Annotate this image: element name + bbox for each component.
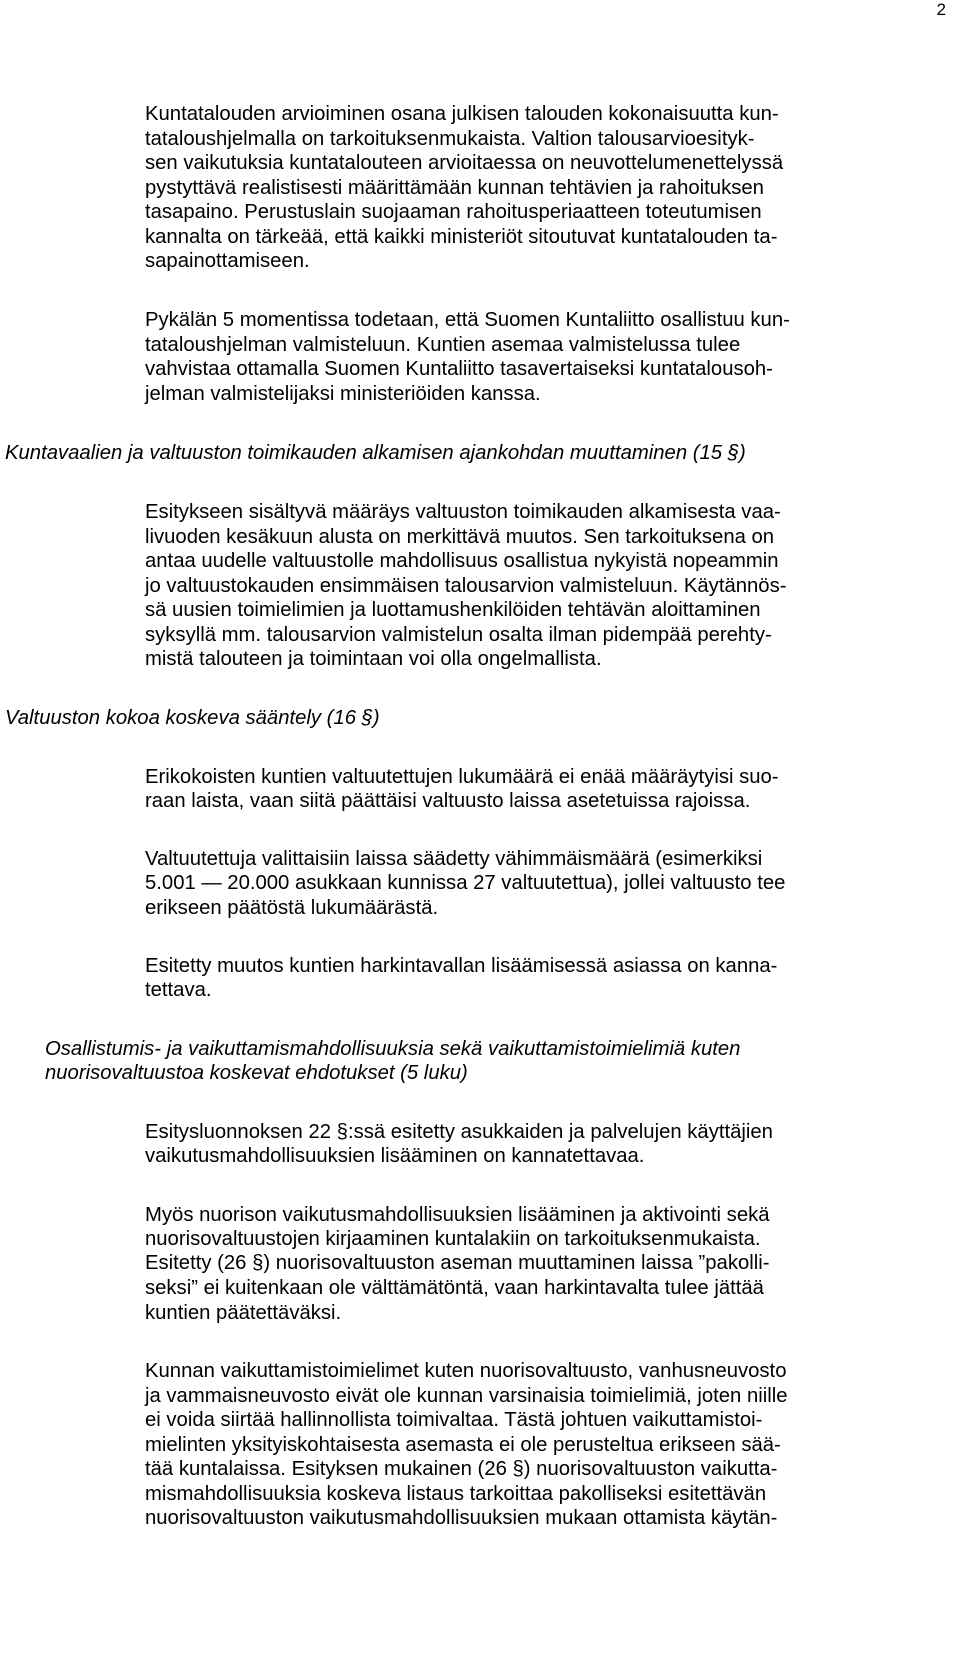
paragraph-line: tataloushjelman valmisteluun. Kuntien asemaa valmistelussa tulee: [145, 334, 741, 356]
paragraph-line: 5.001 — 20.000 asukkaan kunnissa 27 valtuutettua), jollei valtuusto tee: [145, 872, 786, 894]
paragraph-line: Erikokoisten kuntien valtuutettujen lukumäärä ei enää määräytyisi suo-: [145, 766, 779, 788]
paragraph-line: Esitetty muutos kuntien harkintavallan lisäämisessä asiassa on kanna-: [145, 955, 778, 977]
paragraph-line: mistä talouteen ja toimintaan voi olla ongelmallista.: [145, 648, 602, 670]
paragraph-line: Esitysluonnoksen 22 §:ssä esitetty asukkaiden ja palvelujen käyttäjien: [145, 1121, 773, 1143]
paragraph-line: erikseen päätöstä lukumäärästä.: [145, 897, 439, 919]
paragraph-line: jo valtuustokauden ensimmäisen talousarvion valmisteluun. Käytännös-: [145, 575, 787, 597]
section-heading-line: Valtuuston kokoa koskeva sääntely (16 §): [5, 707, 380, 729]
paragraph-line: Kunnan vaikuttamistoimielimet kuten nuorisovaltuusto, vanhusneuvosto: [145, 1360, 787, 1382]
paragraph-line: Myös nuorison vaikutusmahdollisuuksien lisääminen ja aktivointi sekä: [145, 1204, 770, 1226]
paragraph-line: Valtuutettuja valittaisiin laissa säädetty vähimmäismäärä (esimerkiksi: [145, 848, 763, 870]
paragraph-line: sä uusien toimielimien ja luottamushenkilöiden tehtävän aloittaminen: [145, 599, 761, 621]
page-number: 2: [936, 0, 946, 19]
paragraph-line: tasapaino. Perustuslain suojaaman rahoitusperiaatteen toteutumisen: [145, 201, 762, 223]
paragraph-line: Pykälän 5 momentissa todetaan, että Suomen Kuntaliitto osallistuu kun-: [145, 309, 790, 331]
paragraph-line: sapainottamiseen.: [145, 250, 310, 272]
paragraph-line: ja vammaisneuvosto eivät ole kunnan varsinaisia toimielimiä, joten niille: [145, 1385, 788, 1407]
paragraph-line: Esitetty (26 §) nuorisovaltuuston aseman muuttaminen laissa ”pakolli-: [145, 1252, 770, 1274]
paragraph-line: Kuntatalouden arvioiminen osana julkisen talouden kokonaisuutta kun-: [145, 103, 779, 125]
paragraph-line: nuorisovaltuuston vaikutusmahdollisuuksien mukaan ottamista käytän-: [145, 1507, 778, 1529]
paragraph-line: sen vaikutuksia kuntatalouteen arvioitaessa on neuvottelumenettelyssä: [145, 152, 784, 174]
paragraph-line: vahvistaa ottamalla Suomen Kuntaliitto tasavertaiseksi kuntatalousoh-: [145, 358, 773, 380]
paragraph-line: pystyttävä realistisesti määrittämään kunnan tehtävien ja rahoituksen: [145, 177, 764, 199]
paragraph-line: tataloushjelmalla on tarkoituksenmukaista. Valtion talousarvioesityk-: [145, 128, 755, 150]
paragraph-line: tettava.: [145, 979, 212, 1001]
paragraph-line: tää kuntalaissa. Esityksen mukainen (26 §) nuorisovaltuuston vaikutta-: [145, 1458, 778, 1480]
paragraph-line: jelman valmistelijaksi ministeriöiden kanssa.: [145, 383, 541, 405]
paragraph-line: mielinten yksityiskohtaisesta asemasta ei ole perusteltua erikseen sää-: [145, 1434, 781, 1456]
paragraph-line: vaikutusmahdollisuuksien lisääminen on kannatettavaa.: [145, 1145, 645, 1167]
paragraph-line: kuntien päätettäväksi.: [145, 1302, 342, 1324]
paragraph-line: Esitykseen sisältyvä määräys valtuuston toimikauden alkamisesta vaa-: [145, 501, 781, 523]
paragraph-line: raan laista, vaan siitä päättäisi valtuusto laissa asetetuissa rajoissa.: [145, 790, 751, 812]
paragraph-line: syksyllä mm. talousarvion valmistelun osalta ilman pidempää perehty-: [145, 624, 772, 646]
section-heading-line: Kuntavaalien ja valtuuston toimikauden alkamisen ajankohdan muuttaminen (15 §): [5, 442, 746, 464]
paragraph-line: seksi” ei kuitenkaan ole välttämätöntä, vaan harkintavalta tulee jättää: [145, 1277, 764, 1299]
paragraph-line: nuorisovaltuustojen kirjaaminen kuntalakiin on tarkoituksenmukaista.: [145, 1228, 761, 1250]
section-heading-line: nuorisovaltuustoa koskevat ehdotukset (5 luku): [45, 1062, 468, 1084]
paragraph-line: ei voida siirtää hallinnollista toimivaltaa. Tästä johtuen vaikuttamistoi-: [145, 1409, 763, 1431]
paragraph-line: antaa uudelle valtuustolle mahdollisuus osallistua nykyistä nopeammin: [145, 550, 779, 572]
section-heading-line: Osallistumis- ja vaikuttamismahdollisuuksia sekä vaikuttamistoimielimiä kuten: [45, 1038, 741, 1060]
paragraph-line: livuoden kesäkuun alusta on merkittävä muutos. Sen tarkoituksena on: [145, 526, 775, 548]
paragraph-line: mismahdollisuuksia koskeva listaus tarkoittaa pakolliseksi esitettävän: [145, 1483, 767, 1505]
paragraph-line: kannalta on tärkeää, että kaikki ministeriöt sitoutuvat kuntatalouden ta-: [145, 226, 778, 248]
